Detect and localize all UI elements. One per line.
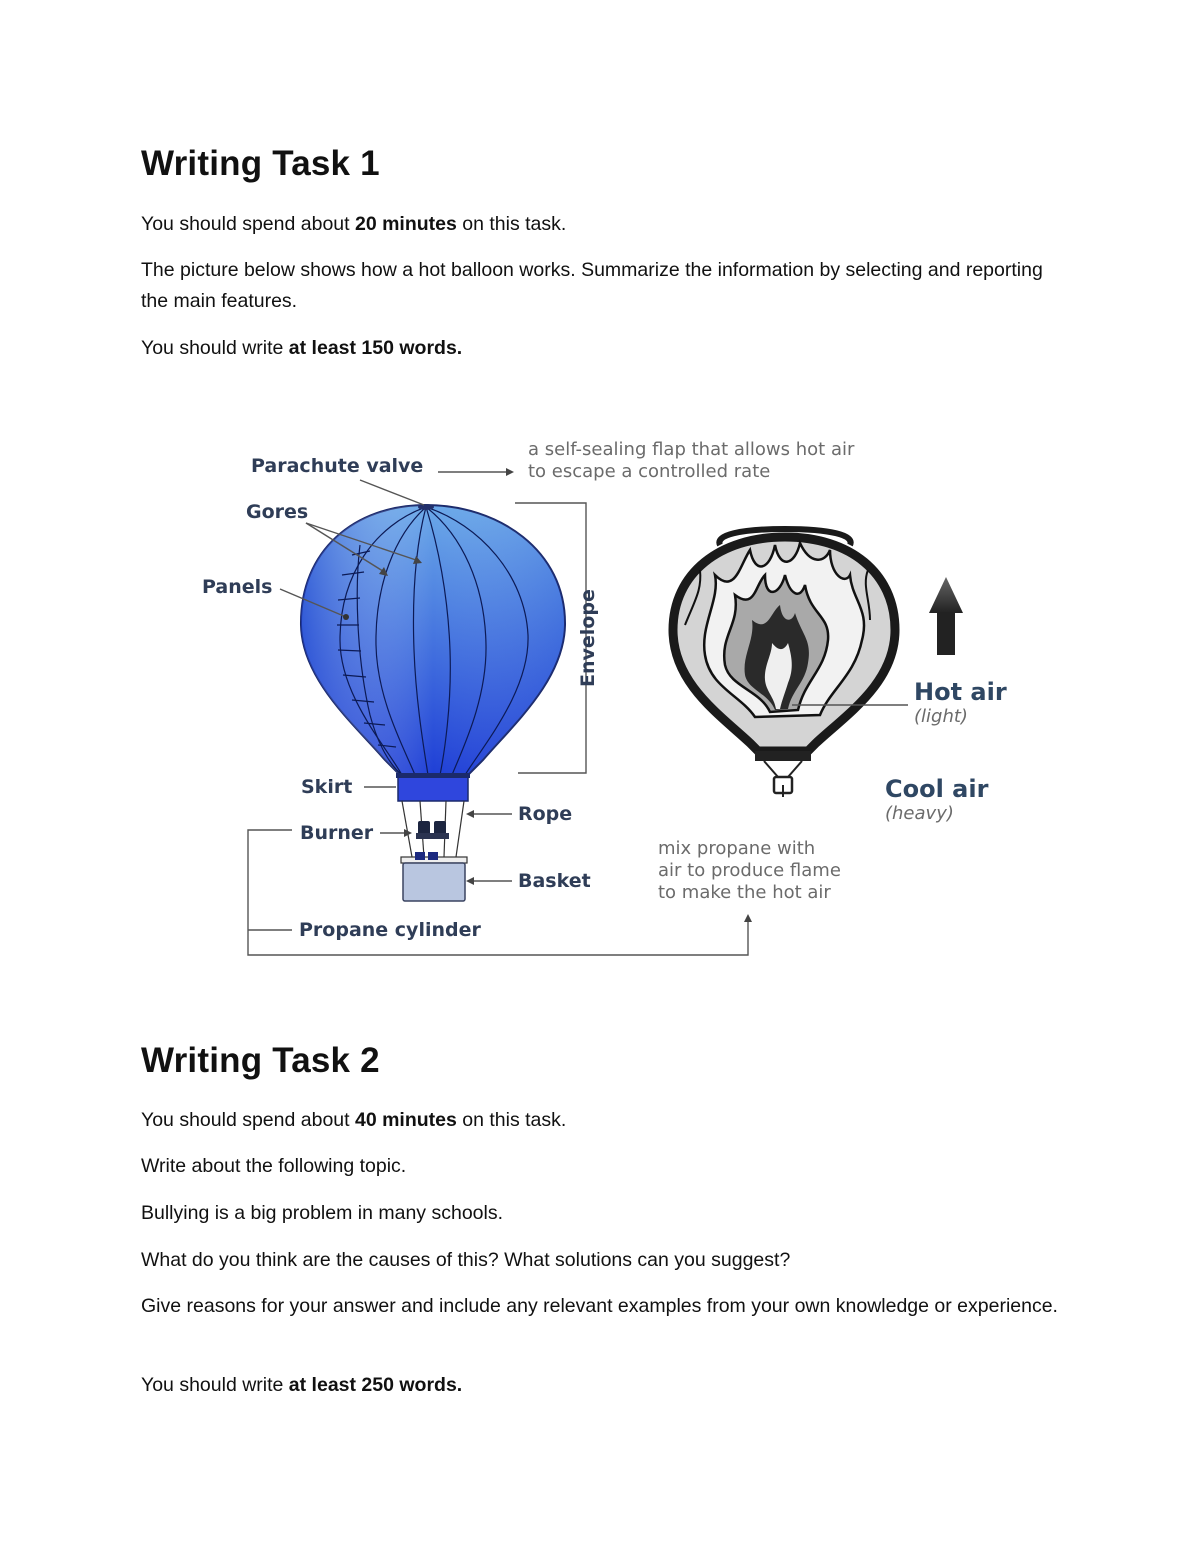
balloon-skirt xyxy=(398,775,468,801)
task1-prompt: The picture below shows how a hot balloon works. Summarize the information by selecting and reporting the main features. xyxy=(141,259,1043,312)
burner xyxy=(416,821,449,839)
task2-reasons: Give reasons for your answer and include any relevant examples from your own knowledge or experience. xyxy=(141,1295,1058,1317)
valve-note-line2: to escape a controlled rate xyxy=(528,461,771,482)
basket xyxy=(403,863,465,901)
task2-time: You should spend about 40 minutes on this task. xyxy=(141,1109,567,1131)
label-basket: Basket xyxy=(518,870,591,892)
hot-air-balloon-diagram xyxy=(180,425,1040,970)
task2-word-count: You should write at least 250 words. xyxy=(141,1374,463,1396)
label-rope: Rope xyxy=(518,803,573,825)
label-hot-air: Hot air xyxy=(914,678,1007,706)
propane-note-line3: to make the hot air xyxy=(658,882,831,903)
label-skirt: Skirt xyxy=(301,776,353,798)
valve-note-line1: a self-sealing flap that allows hot air xyxy=(528,439,855,460)
label-hot-air-sub: (light) xyxy=(914,706,968,727)
label-envelope: Envelope xyxy=(577,589,599,687)
label-cool-air: Cool air xyxy=(885,775,989,803)
task2-question: What do you think are the causes of this? What solutions can you suggest? xyxy=(141,1249,791,1271)
task2-topic: Bullying is a big problem in many schools. xyxy=(141,1202,504,1224)
label-parachute-valve: Parachute valve xyxy=(251,455,424,477)
up-arrow-icon xyxy=(929,577,963,655)
label-propane-cylinder: Propane cylinder xyxy=(299,919,481,941)
flame-balloon xyxy=(673,529,895,797)
label-cool-air-sub: (heavy) xyxy=(885,803,954,824)
label-panels: Panels xyxy=(202,576,273,598)
task1-heading: Writing Task 1 xyxy=(141,144,380,183)
task1-word-count: You should write at least 150 words. xyxy=(141,337,463,359)
task2-instruction: Write about the following topic. xyxy=(141,1155,407,1177)
label-burner: Burner xyxy=(300,822,374,844)
propane-note-line1: mix propane with xyxy=(658,838,816,859)
task1-time: You should spend about 20 minutes on this task. xyxy=(141,213,567,235)
label-gores: Gores xyxy=(246,501,309,523)
task2-heading: Writing Task 2 xyxy=(141,1041,380,1080)
propane-note-line2: air to produce flame xyxy=(658,860,841,881)
